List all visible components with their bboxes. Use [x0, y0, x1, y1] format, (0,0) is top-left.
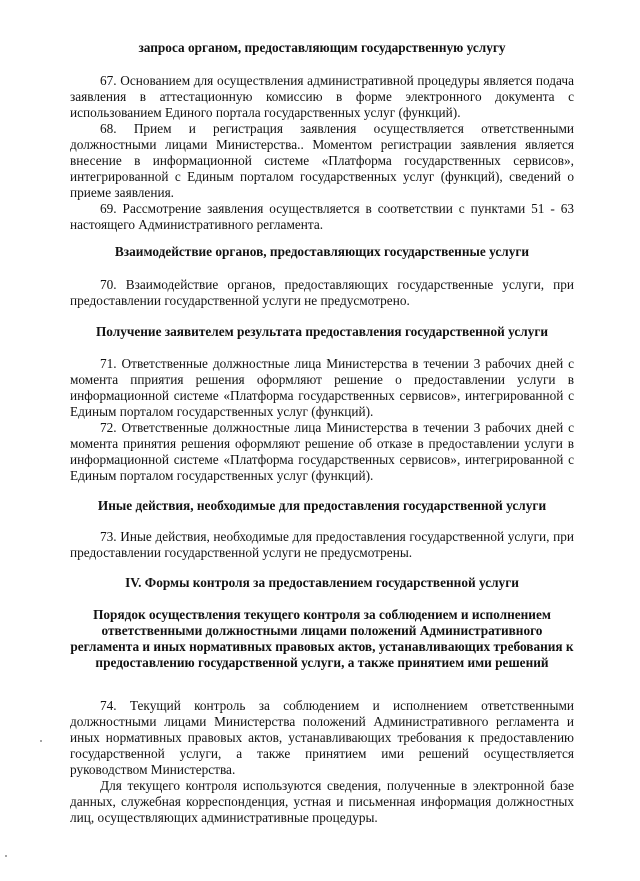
paragraph-74: 74. Текущий контроль за соблюдением и исполнением ответственными должностными лицами Министерства положений Административного регламента и иных нормативных правовых актов, устанавливающих требования к предоставлению государственной услуги, а также принятием ими решений осуществляется руководством Министерства. [70, 698, 574, 777]
scan-speck [40, 740, 42, 742]
paragraph-70: 70. Взаимодействие органов, предоставляющих государственные услуги, при предоставлении государственной услуги не предусмотрено. [70, 277, 574, 308]
paragraph-68: 68. Прием и регистрация заявления осуществляется ответственными должностными лицами Министерства.. Моментом регистрации заявления является внесение в информационной системе «Платформа государственных сервисов», интегрированной с Единым порталом государственных услуг (функций), сведений о приеме заявления. [70, 121, 574, 200]
heading-control-procedure: Порядок осуществления текущего контроля за соблюдением и исполнением ответственными должностными лицами положений Административного регламента и иных нормативных правовых актов, устанавливающих требования к предоставлению государственной услуги, а также принятием ими решений [70, 607, 574, 670]
paragraph-67: 67. Основанием для осуществления административной процедуры является подача заявления в аттестационную комиссию в форме электронного документа с использованием Единого портала государственных услуг (функций). [70, 73, 574, 120]
paragraph-72: 72. Ответственные должностные лица Министерства в течении 3 рабочих дней с момента принятия решения оформляют решение об отказе в предоставлении услуги в информационной системе «Платформа государственных сервисов», интегрированной с Единым порталом государственных услуг (функций). [70, 420, 574, 483]
heading-section-4: IV. Формы контроля за предоставлением государственной услуги [125, 575, 519, 590]
scan-speck [5, 855, 7, 857]
paragraph-71: 71. Ответственные должностные лица Министерства в течении 3 рабочих дней с момента пприятия решения оформляют решение о предоставлении услуги в информационной системе «Платформа государственных сервисов», интегрированной с Единым порталом государственных услуг (функций). [70, 356, 574, 419]
heading-result: Получение заявителем результата предоставления государственной услуги [95, 324, 549, 339]
heading-interaction: Взаимодействие органов, предоставляющих государственные услуги [114, 244, 530, 259]
paragraph-69: 69. Рассмотрение заявления осуществляется в соответствии с пунктами 51 - 63 настоящего Административного регламента. [70, 201, 574, 232]
heading-request: запроса органом, предоставляющим государственную услугу [138, 40, 506, 55]
paragraph-control-sources: Для текущего контроля используются сведения, полученные в электронной базе данных, служебная корреспонденция, устная и письменная информация должностных лиц, осуществляющих административные процедуры. [70, 778, 574, 825]
heading-other-actions: Иные действия, необходимые для предоставления государственной услуги [97, 498, 547, 513]
paragraph-73: 73. Иные действия, необходимые для предоставления государственной услуги, при предоставлении государственной услуги не предусмотрены. [70, 529, 574, 560]
